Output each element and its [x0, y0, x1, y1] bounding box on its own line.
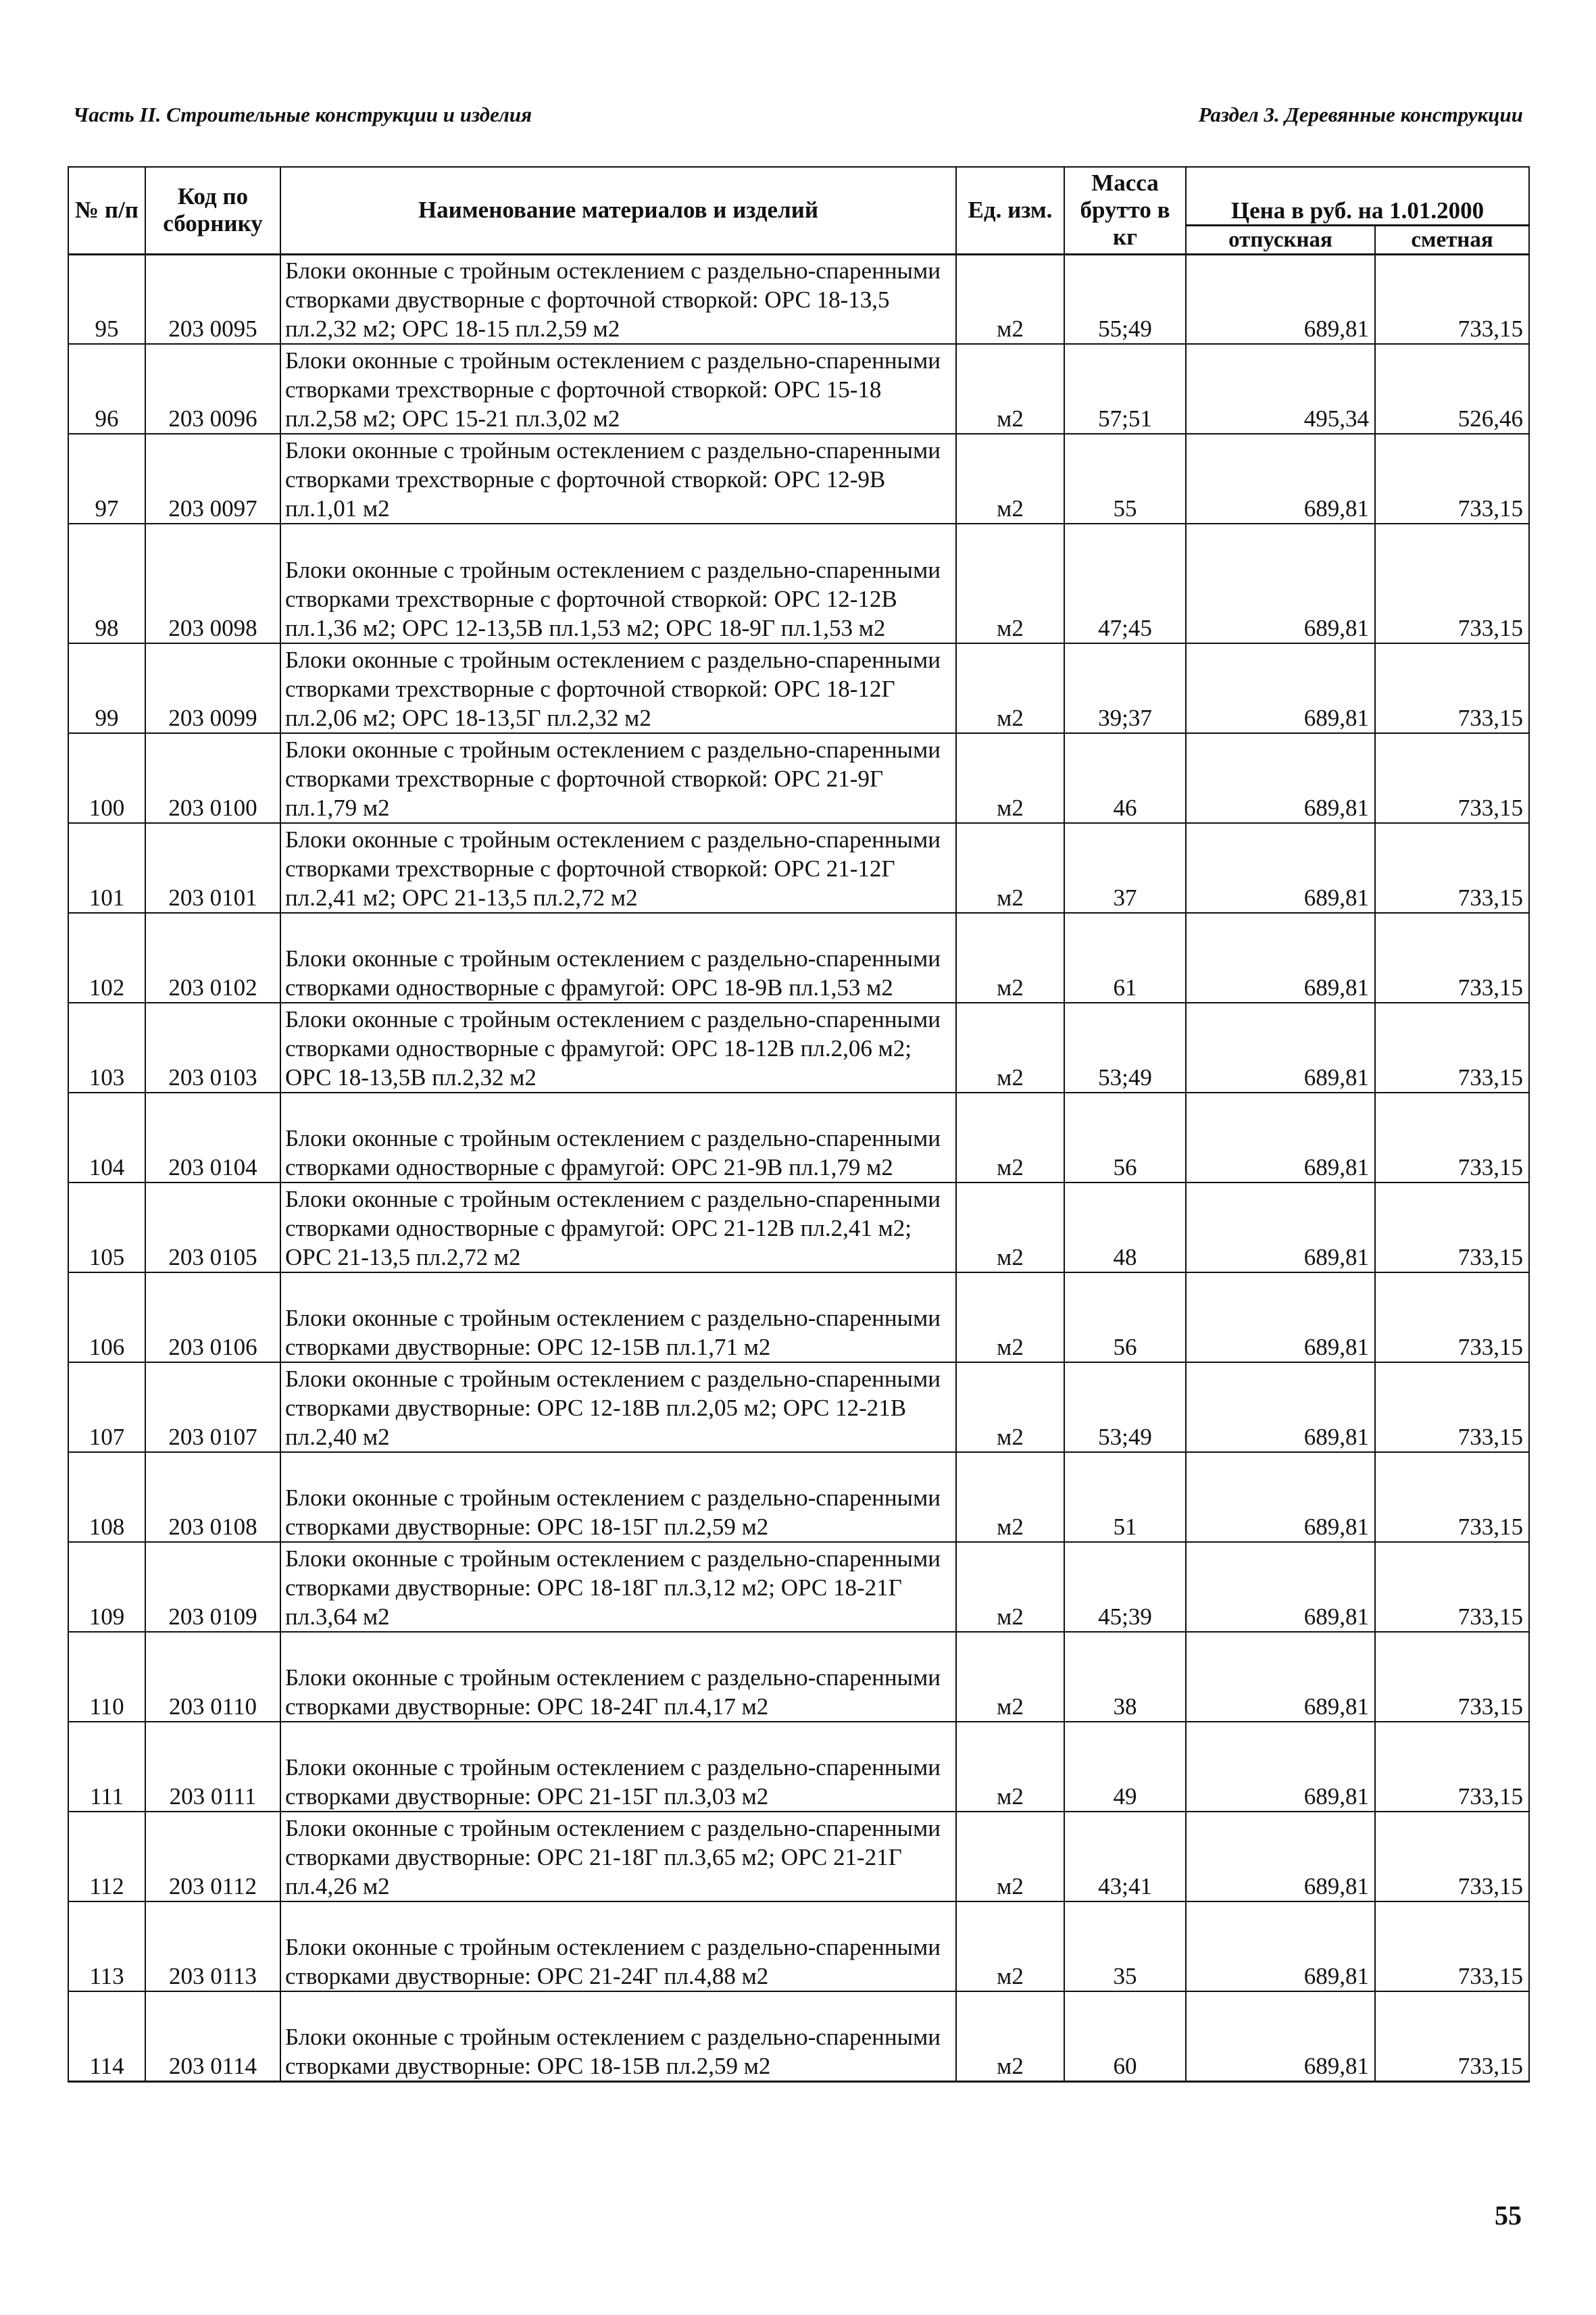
row-name: Блоки оконные с тройным остеклением с раздельно-спаренными створками двустворные: ОРС 21-18Г пл.3,65 м2; ОРС 21-21Г пл.4,26 м2: [280, 1812, 956, 1901]
row-price-estimate: 733,15: [1375, 1272, 1529, 1362]
row-price-release: 689,81: [1186, 823, 1375, 913]
row-price-release: 495,34: [1186, 344, 1375, 434]
row-mass: 38: [1064, 1632, 1186, 1722]
row-code: 203 0110: [145, 1632, 280, 1722]
row-price-estimate: 733,15: [1375, 823, 1529, 913]
table-row: [68, 1452, 1529, 1542]
table-row: [68, 1722, 1529, 1812]
row-code: 203 0097: [145, 434, 280, 524]
col-header-price-group: Цена в руб. на 1.01.2000: [1186, 167, 1529, 225]
row-code: 203 0113: [145, 1901, 280, 1991]
row-price-release: 689,81: [1186, 1901, 1375, 1991]
row-number: 105: [68, 1183, 145, 1272]
table-row: [68, 823, 1529, 913]
row-mass: 39;37: [1064, 643, 1186, 733]
row-unit: м2: [956, 434, 1064, 524]
row-code: 203 0106: [145, 1272, 280, 1362]
row-number: 100: [68, 733, 145, 823]
col-header-name: Наименование материалов и изделий: [280, 167, 956, 254]
row-unit: м2: [956, 1093, 1064, 1183]
row-unit: м2: [956, 1901, 1064, 1991]
row-price-estimate: 733,15: [1375, 1003, 1529, 1093]
table-header: [68, 167, 1529, 254]
row-unit: м2: [956, 1272, 1064, 1362]
row-unit: м2: [956, 1362, 1064, 1452]
row-number: 99: [68, 643, 145, 733]
section-title: Раздел 3. Деревянные конструкции: [1198, 103, 1523, 126]
row-price-estimate: 733,15: [1375, 1452, 1529, 1542]
table-row: [68, 1542, 1529, 1632]
row-mass: 51: [1064, 1452, 1186, 1542]
row-unit: м2: [956, 1003, 1064, 1093]
row-price-release: 689,81: [1186, 1722, 1375, 1812]
row-code: 203 0104: [145, 1093, 280, 1183]
row-unit: м2: [956, 733, 1064, 823]
row-price-estimate: 733,15: [1375, 1183, 1529, 1272]
row-code: 203 0099: [145, 643, 280, 733]
row-mass: 49: [1064, 1722, 1186, 1812]
row-mass: 57;51: [1064, 344, 1186, 434]
row-unit: м2: [956, 1812, 1064, 1901]
row-number: 97: [68, 434, 145, 524]
table-row: [68, 1003, 1529, 1093]
row-name: Блоки оконные с тройным остеклением с раздельно-спаренными створками трехстворные с форточной створкой: ОРС 21-12Г пл.2,41 м2; ОРС 21-13,5 пл.2,72 м2: [280, 823, 956, 913]
row-code: 203 0105: [145, 1183, 280, 1272]
price-table: [68, 166, 1530, 2083]
row-number: 110: [68, 1632, 145, 1722]
table-row: [68, 643, 1529, 733]
row-price-estimate: 733,15: [1375, 1901, 1529, 1991]
table-row: [68, 254, 1529, 344]
col-header-unit: Ед. изм.: [956, 167, 1064, 254]
row-unit: м2: [956, 643, 1064, 733]
row-unit: м2: [956, 1183, 1064, 1272]
row-mass: 61: [1064, 913, 1186, 1003]
row-mass: 56: [1064, 1272, 1186, 1362]
row-mass: 53;49: [1064, 1362, 1186, 1452]
page-number: 55: [1495, 2200, 1522, 2231]
row-price-estimate: 733,15: [1375, 1542, 1529, 1632]
row-price-estimate: 733,15: [1375, 1991, 1529, 2081]
table-row: [68, 524, 1529, 643]
row-name: Блоки оконные с тройным остеклением с раздельно-спаренными створками двустворные: ОРС 12-15В пл.1,71 м2: [280, 1272, 956, 1362]
row-price-estimate: 733,15: [1375, 524, 1529, 643]
running-header: [73, 103, 1523, 127]
row-price-estimate: 733,15: [1375, 913, 1529, 1003]
row-mass: 48: [1064, 1183, 1186, 1272]
row-code: 203 0095: [145, 254, 280, 344]
row-price-release: 689,81: [1186, 913, 1375, 1003]
row-name: Блоки оконные с тройным остеклением с раздельно-спаренными створками трехстворные с форточной створкой: ОРС 18-12Г пл.2,06 м2; ОРС 18-13,5Г пл.2,32 м2: [280, 643, 956, 733]
table-body: [68, 254, 1529, 2081]
row-price-release: 689,81: [1186, 1003, 1375, 1093]
row-price-estimate: 733,15: [1375, 1093, 1529, 1183]
row-number: 104: [68, 1093, 145, 1183]
row-name: Блоки оконные с тройным остеклением с раздельно-спаренными створками трехстворные с форточной створкой: ОРС 12-12В пл.1,36 м2; ОРС 12-13,5В пл.1,53 м2; ОРС 18-9Г пл.1,53 м2: [280, 524, 956, 643]
row-price-release: 689,81: [1186, 1812, 1375, 1901]
row-price-release: 689,81: [1186, 1093, 1375, 1183]
row-number: 98: [68, 524, 145, 643]
table-row: [68, 733, 1529, 823]
row-name: Блоки оконные с тройным остеклением с раздельно-спаренными створками двустворные: ОРС 21-24Г пл.4,88 м2: [280, 1901, 956, 1991]
row-mass: 47;45: [1064, 524, 1186, 643]
row-price-release: 689,81: [1186, 643, 1375, 733]
row-mass: 55: [1064, 434, 1186, 524]
row-code: 203 0096: [145, 344, 280, 434]
row-number: 95: [68, 254, 145, 344]
row-number: 111: [68, 1722, 145, 1812]
row-name: Блоки оконные с тройным остеклением с раздельно-спаренными створками двустворные с форточной створкой: ОРС 18-13,5 пл.2,32 м2; ОРС 18-15 пл.2,59 м2: [280, 254, 956, 344]
row-mass: 37: [1064, 823, 1186, 913]
row-name: Блоки оконные с тройным остеклением с раздельно-спаренными створками трехстворные с форточной створкой: ОРС 15-18 пл.2,58 м2; ОРС 15-21 пл.3,02 м2: [280, 344, 956, 434]
table-row: [68, 1093, 1529, 1183]
row-number: 102: [68, 913, 145, 1003]
row-name: Блоки оконные с тройным остеклением с раздельно-спаренными створками двустворные: ОРС 12-18В пл.2,05 м2; ОРС 12-21В пл.2,40 м2: [280, 1362, 956, 1452]
col-header-mass: Масса брутто в кг: [1064, 167, 1186, 254]
row-number: 106: [68, 1272, 145, 1362]
row-unit: м2: [956, 344, 1064, 434]
row-unit: м2: [956, 1632, 1064, 1722]
row-unit: м2: [956, 1452, 1064, 1542]
row-price-release: 689,81: [1186, 1183, 1375, 1272]
row-name: Блоки оконные с тройным остеклением с раздельно-спаренными створками двустворные: ОРС 18-15В пл.2,59 м2: [280, 1991, 956, 2081]
row-code: 203 0109: [145, 1542, 280, 1632]
part-title: Часть II. Строительные конструкции и изделия: [73, 103, 532, 126]
row-name: Блоки оконные с тройным остеклением с раздельно-спаренными створками двустворные: ОРС 21-15Г пл.3,03 м2: [280, 1722, 956, 1812]
row-number: 114: [68, 1991, 145, 2081]
row-code: 203 0102: [145, 913, 280, 1003]
row-price-release: 689,81: [1186, 1362, 1375, 1452]
row-mass: 43;41: [1064, 1812, 1186, 1901]
row-name: Блоки оконные с тройным остеклением с раздельно-спаренными створками трехстворные с форточной створкой: ОРС 12-9В пл.1,01 м2: [280, 434, 956, 524]
row-unit: м2: [956, 254, 1064, 344]
row-number: 108: [68, 1452, 145, 1542]
table-row: [68, 913, 1529, 1003]
row-number: 101: [68, 823, 145, 913]
col-header-num: № п/п: [68, 167, 145, 254]
row-code: 203 0112: [145, 1812, 280, 1901]
row-number: 103: [68, 1003, 145, 1093]
row-code: 203 0100: [145, 733, 280, 823]
row-price-estimate: 733,15: [1375, 254, 1529, 344]
row-mass: 60: [1064, 1991, 1186, 2081]
row-price-release: 689,81: [1186, 434, 1375, 524]
row-price-estimate: 733,15: [1375, 1812, 1529, 1901]
row-name: Блоки оконные с тройным остеклением с раздельно-спаренными створками одностворные с фрамугой: ОРС 21-12В пл.2,41 м2; ОРС 21-13,5 пл.2,72 м2: [280, 1183, 956, 1272]
row-code: 203 0101: [145, 823, 280, 913]
row-name: Блоки оконные с тройным остеклением с раздельно-спаренными створками одностворные с фрамугой: ОРС 18-9В пл.1,53 м2: [280, 913, 956, 1003]
row-name: Блоки оконные с тройным остеклением с раздельно-спаренными створками двустворные: ОРС 18-18Г пл.3,12 м2; ОРС 18-21Г пл.3,64 м2: [280, 1542, 956, 1632]
row-unit: м2: [956, 823, 1064, 913]
row-price-release: 689,81: [1186, 1272, 1375, 1362]
row-price-estimate: 733,15: [1375, 1632, 1529, 1722]
row-name: Блоки оконные с тройным остеклением с раздельно-спаренными створками трехстворные с форточной створкой: ОРС 21-9Г пл.1,79 м2: [280, 733, 956, 823]
row-name: Блоки оконные с тройным остеклением с раздельно-спаренными створками одностворные с фрамугой: ОРС 21-9В пл.1,79 м2: [280, 1093, 956, 1183]
row-number: 96: [68, 344, 145, 434]
table-row: [68, 434, 1529, 524]
row-number: 112: [68, 1812, 145, 1901]
row-price-estimate: 733,15: [1375, 1722, 1529, 1812]
row-price-release: 689,81: [1186, 1632, 1375, 1722]
row-unit: м2: [956, 1542, 1064, 1632]
table-row: [68, 1812, 1529, 1901]
row-number: 107: [68, 1362, 145, 1452]
row-price-release: 689,81: [1186, 733, 1375, 823]
table-row: [68, 1632, 1529, 1722]
row-code: 203 0103: [145, 1003, 280, 1093]
row-mass: 55;49: [1064, 254, 1186, 344]
row-code: 203 0111: [145, 1722, 280, 1812]
row-price-estimate: 733,15: [1375, 434, 1529, 524]
row-mass: 46: [1064, 733, 1186, 823]
row-unit: м2: [956, 1991, 1064, 2081]
row-price-release: 689,81: [1186, 1452, 1375, 1542]
col-header-price-release: отпускная: [1186, 225, 1375, 254]
row-number: 109: [68, 1542, 145, 1632]
row-price-release: 689,81: [1186, 524, 1375, 643]
row-code: 203 0108: [145, 1452, 280, 1542]
row-price-estimate: 526,46: [1375, 344, 1529, 434]
row-price-estimate: 733,15: [1375, 733, 1529, 823]
row-name: Блоки оконные с тройным остеклением с раздельно-спаренными створками одностворные с фрамугой: ОРС 18-12В пл.2,06 м2; ОРС 18-13,5В пл.2,32 м2: [280, 1003, 956, 1093]
row-price-release: 689,81: [1186, 1542, 1375, 1632]
row-price-estimate: 733,15: [1375, 643, 1529, 733]
row-unit: м2: [956, 1722, 1064, 1812]
col-header-code: Код по сборнику: [145, 167, 280, 254]
row-name: Блоки оконные с тройным остеклением с раздельно-спаренными створками двустворные: ОРС 18-24Г пл.4,17 м2: [280, 1632, 956, 1722]
col-header-price-estimate: сметная: [1375, 225, 1529, 254]
row-name: Блоки оконные с тройным остеклением с раздельно-спаренными створками двустворные: ОРС 18-15Г пл.2,59 м2: [280, 1452, 956, 1542]
row-code: 203 0114: [145, 1991, 280, 2081]
table-row: [68, 344, 1529, 434]
row-price-estimate: 733,15: [1375, 1362, 1529, 1452]
row-mass: 53;49: [1064, 1003, 1186, 1093]
row-mass: 56: [1064, 1093, 1186, 1183]
row-mass: 35: [1064, 1901, 1186, 1991]
row-unit: м2: [956, 913, 1064, 1003]
row-code: 203 0098: [145, 524, 280, 643]
table-row: [68, 1362, 1529, 1452]
table-row: [68, 1901, 1529, 1991]
row-unit: м2: [956, 524, 1064, 643]
table-row: [68, 1183, 1529, 1272]
row-price-release: 689,81: [1186, 1991, 1375, 2081]
row-mass: 45;39: [1064, 1542, 1186, 1632]
table-row: [68, 1991, 1529, 2081]
row-price-release: 689,81: [1186, 254, 1375, 344]
row-code: 203 0107: [145, 1362, 280, 1452]
row-number: 113: [68, 1901, 145, 1991]
table-row: [68, 1272, 1529, 1362]
